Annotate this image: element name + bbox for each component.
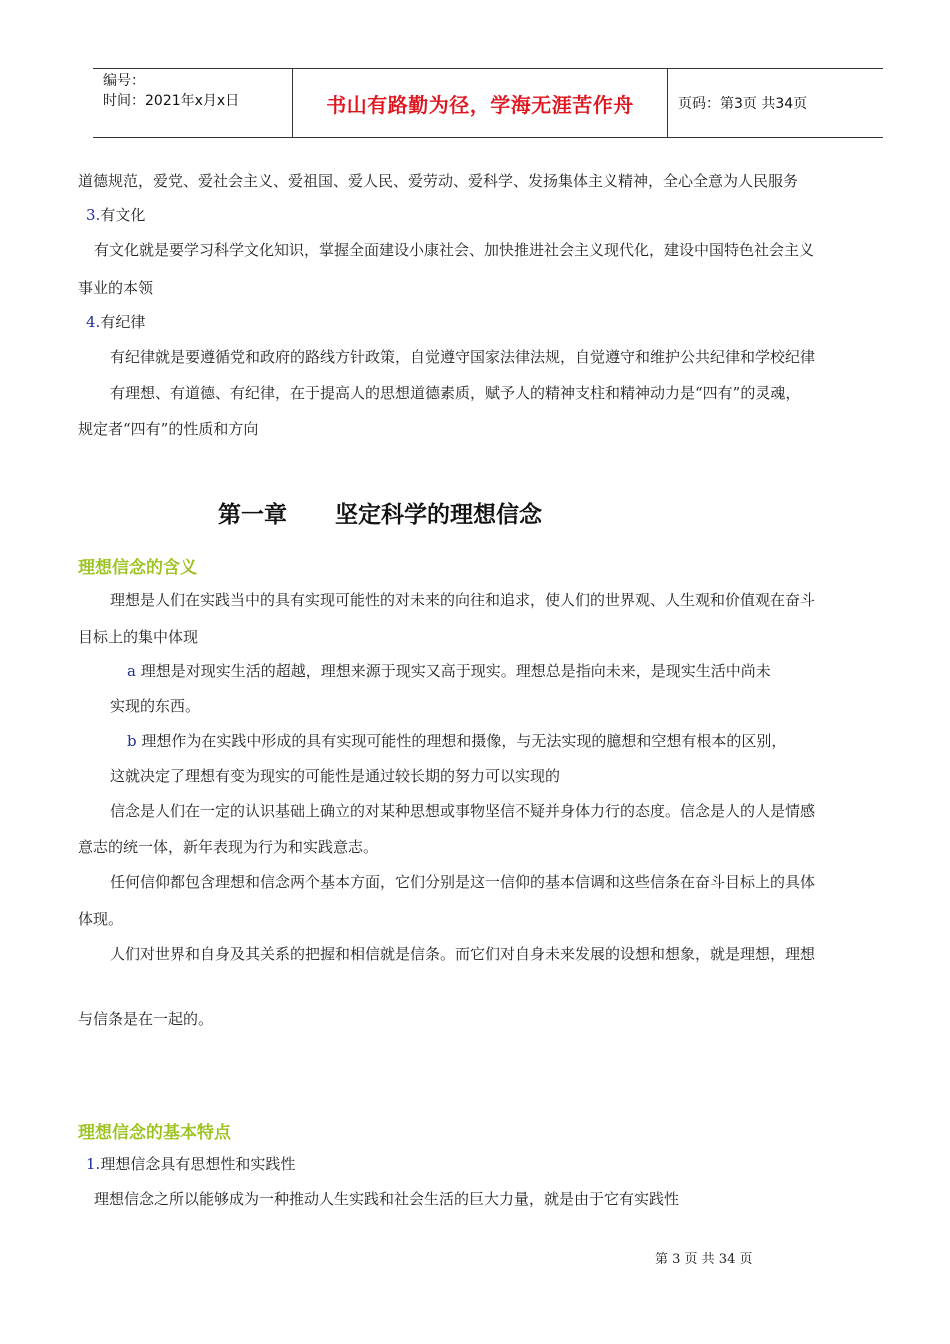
s1-p1-b: 目标上的集中体现 [78, 628, 199, 646]
point-b-text: 理想作为在实践中形成的具有实现可能性的理想和摄像，与无法实现的臆想和空想有根本的区别， [141, 732, 787, 750]
s1-p2-b: 意志的统一体，新年表现为行为和实践意志。 [78, 838, 379, 856]
item-4-heading [86, 312, 145, 332]
s2-item-1-text: 理想信念之所以能够成为一种推动人生实践和社会生活的巨大力量，就是由于它有实践性 [94, 1190, 680, 1208]
chapter-title: 第一章 坚定科学的理想信念 [218, 502, 543, 528]
s1-p1-a: 理想是人们在实践当中的具有实现可能性的对未来的向往和追求，使人们的世界观、人生观和价值观在奋斗 [110, 591, 816, 609]
s1-point-a-cont: 实现的东西。 [110, 697, 201, 715]
s1-point-b-cont: 这就决定了理想有变为现实的可能性是通过较长期的努力可以实现的 [110, 767, 561, 785]
time-label: 时间：2021年x月x日 [103, 93, 240, 109]
page-footer: 第 3 页 共 34 页 [655, 1252, 753, 1267]
s1-point-a [127, 661, 771, 681]
point-a-text: 理想是对现实生活的超越，理想来源于现实又高于现实。理想总是指向未来，是现实生活中尚未 [140, 662, 771, 680]
header-meta [93, 69, 293, 137]
item-3-text-b: 事业的本领 [78, 279, 154, 297]
item-3-number: 3. [86, 206, 101, 224]
header-motto: 书山有路勤为径，学海无涯苦作舟 [293, 69, 668, 137]
s1-point-b [127, 731, 786, 751]
intro-line-1: 道德规范，爱党、爱社会主义、爱祖国、爱人民、爱劳动、爱科学、发扬集体主义精神，全心全意为人民服务 [78, 172, 799, 190]
item-3-title: 有文化 [100, 206, 146, 224]
point-b-mark: b [127, 732, 137, 750]
header-page-code: 页码：第3页 共34页 [678, 96, 808, 112]
s2-item-1-heading [86, 1154, 295, 1174]
s2-item-1-title: 理想信念具有思想性和实践性 [100, 1155, 296, 1173]
item-4-text: 有纪律就是要遵循党和政府的路线方针政策，自觉遵守国家法律法规，自觉遵守和维护公共纪律和学校纪律 [110, 348, 816, 366]
summary-text-a: 有理想、有道德、有纪律，在于提高人的思想道德素质，赋予人的精神支柱和精神动力是“四有”的灵魂， [110, 384, 801, 402]
s1-p2-a: 信念是人们在一定的认识基础上确立的对某种思想或事物坚信不疑并身体力行的态度。信念是人的人是情感 [110, 802, 816, 820]
serial-label: 编号： [103, 73, 145, 89]
s1-p4-a: 人们对世界和自身及其关系的把握和相信就是信条。而它们对自身未来发展的设想和想象，就是理想，理想 [110, 945, 816, 963]
point-a-mark: a [127, 662, 136, 680]
s1-p3-a: 任何信仰都包含理想和信念两个基本方面，它们分别是这一信仰的基本信调和这些信条在奋斗目标上的具体 [110, 873, 816, 891]
item-4-number: 4. [86, 313, 101, 331]
section-heading-meaning: 理想信念的含义 [78, 558, 197, 578]
s2-item-1-number: 1. [86, 1155, 101, 1173]
summary-text-b: 规定者“四有”的性质和方向 [78, 420, 259, 438]
section-heading-features: 理想信念的基本特点 [78, 1123, 231, 1143]
s1-p4-b: 与信条是在一起的。 [78, 1010, 214, 1028]
item-3-heading [86, 205, 145, 225]
s1-p3-b: 体现。 [78, 910, 124, 928]
item-3-text-a: 有文化就是要学习科学文化知识，掌握全面建设小康社会、加快推进社会主义现代化，建设中国特色社会主义 [94, 241, 815, 259]
item-4-title: 有纪律 [100, 313, 146, 331]
page-header [93, 68, 883, 138]
